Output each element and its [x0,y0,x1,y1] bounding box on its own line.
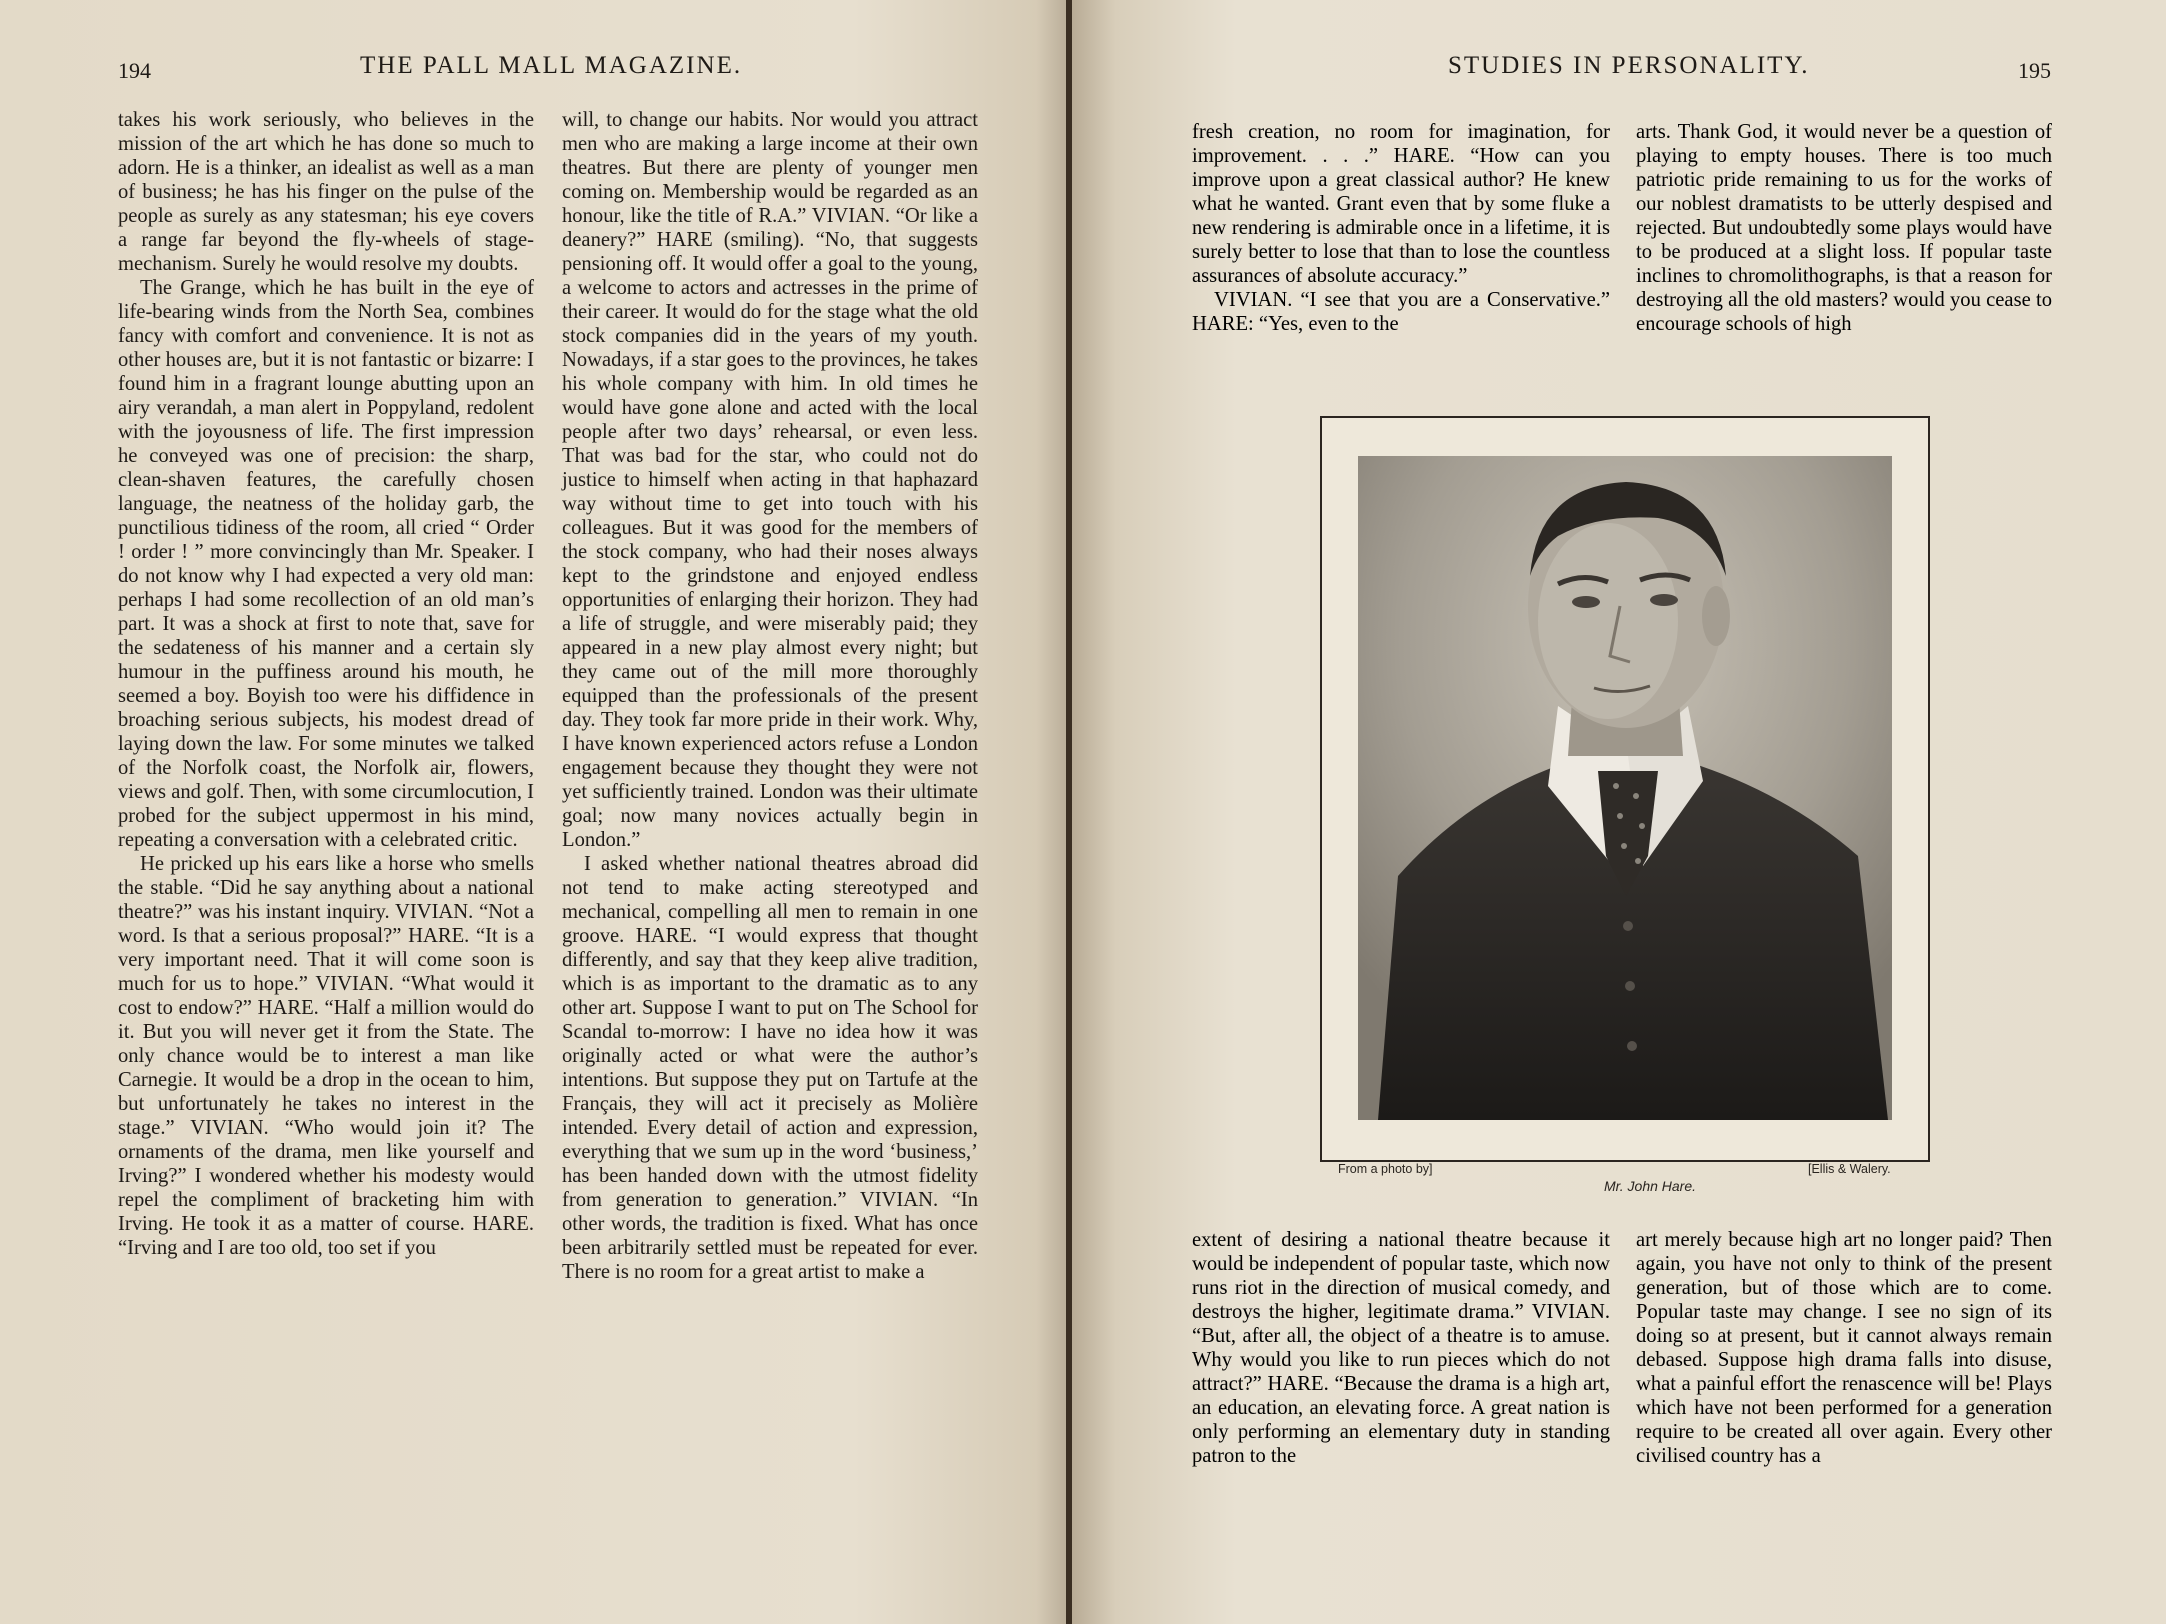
left-page [0,0,1068,1624]
paragraph: will, to change our habits. Nor would you attract men who are making a large income at their own theatres. But there are plenty of younger men coming on. Membership would be regarded as an honour, like the title of R.A.” VIVIAN. “Or like a deanery?” HARE (smiling). “No, that suggests pensioning off. It would offer a goal to the young, a welcome to actors and actresses in the prime of their career. It would do for the stage what the old stock companies did in the years of my youth. Nowadays, if a star goes to the provinces, he takes his whole company with him. In old times he would have gone alone and acted with the local people after two days’ rehearsal, or even less. That was bad for the star, who could not do justice to himself when acting in that haphazard way without time to get into touch with his colleagues. But it was good for the members of the stock company, who had their noses always kept to the grindstone and enjoyed endless opportunities of enlarging their horizon. They had a life of struggle, and were miserably paid; they appeared in a new play almost every night; but they came out of the mill more thoroughly equipped than the professionals of the present day. They took far more pride in their work. Why, I have known experienced actors refuse a London engagement because they thought they were not yet sufficiently trained. London was their ultimate goal; now many novices actually begin in London.” [562,109,978,851]
text-column-right-2-bottom [1636,1228,2052,1468]
page-number-right: 195 [2018,58,2051,83]
paragraph: The Grange, which he has built in the eye of life-bearing winds from the North Sea, combines fancy with comfort and convenience. It is not as other houses are, but it is not fantastic or bizarre: I found him in a fragrant lounge abutting upon an airy verandah, a man alert in Poppyland, redolent with the joyousness of life. The first impression he conveyed was one of precision: the sharp, clean-shaven features, the carefully chosen language, the neatness of the holiday garb, the punctilious tidiness of the room, all cried “ Order ! order ! ” more convincingly than Mr. Speaker. I do not know why I had expected a very old man: perhaps I had some recollection of an old man’s part. It was a shock at first to note that, save for the sedateness of his manner and a certain sly humour in the puffiness around his mouth, he seemed a boy. Boyish too were his diffidence in broaching serious subjects, his modest dread of laying down the law. For some minutes we talked of the Norfolk coast, the Norfolk air, flowers, views and golf. Then, with some circumlocution, I probed for the subject uppermost in his mind, repeating a conversation with a celebrated critic. [118,277,534,851]
paragraph: I asked whether national theatres abroad did not tend to make acting stereotyped and mechanical, compelling all men to remain in one groove. HARE. “I would express that thought differently, and say that they keep alive tradition, which is as important to the dramatic as to any other art. Suppose I want to put on The School for Scandal to-morrow: I have no idea how it was originally acted or what were the author’s intentions. But suppose they put on Tartufe at the Français, they will act it precisely as Molière intended. Every detail of action and expression, everything that we sum up in the word ‘business,’ has been handed down with the utmost fidelity from generation to generation.” VIVIAN. “In other words, the tradition is fixed. What has once been arbitrarily settled must be repeated for ever. There is no room for a great artist to make a [562,853,978,1283]
photo-caption: Mr. John Hare. [1603,1178,1697,1194]
text-column-right-1-bottom [1192,1228,1610,1468]
paragraph: takes his work seriously, who believes in the mission of the art which he has done so much to adorn. He is a thinker, an idealist as well as a man of business; he has his finger on the pulse of the people as surely as any statesman; his eye covers a range far beyond the fly-wheels of stage-mechanism. Surely he would resolve my doubts. [118,109,534,275]
text-column-left-1 [118,108,534,1260]
paragraph: art merely because high art no longer paid? Then again, you have not only to think of the present generation, but of those which are to come. Popular taste may change. I see no sign of its doing so at present, but it cannot always remain debased. Suppose high drama falls into disuse, what a painful effort the renascence will be! Plays which have not been performed for a generation require to be created all over again. Every other civilised country has a [1636,1229,2052,1467]
text-column-right-2-top [1636,120,2052,336]
portrait-photo [1358,456,1892,1120]
photo-credit-right: [Ellis & Walery. [1808,1162,1891,1176]
paragraph: fresh creation, no room for imagination, for improvement. . . .” HARE. “How can you improve upon a great classical author? He knew what he wanted. Grant even that by some fluke a new rendering is admirable once in a lifetime, it is surely better to lose that than to lose the countless assurances of absolute accuracy.” [1192,121,1610,287]
paragraph: VIVIAN. “I see that you are a Conservative.” HARE: “Yes, even to the [1192,289,1610,335]
photo-plate [1320,416,1930,1162]
running-head-right: STUDIES IN PERSONALITY. [1448,52,1810,79]
paragraph: extent of desiring a national theatre because it would be independent of popular taste, which now runs riot in the direction of musical comedy, and destroys the higher, legitimate drama.” VIVIAN. “But, after all, the object of a theatre is to amuse. Why would you like to run pieces which do not attract?” HARE. “Because the drama is a high art, an education, an elevating force. A great nation is only performing an elementary duty in standing patron to the [1192,1229,1610,1467]
paragraph: He pricked up his ears like a horse who smells the stable. “Did he say anything about a national theatre?” was his instant inquiry. VIVIAN. “Not a word. Is that a serious proposal?” HARE. “It is a very important need. That it will come soon is much for us to hope.” VIVIAN. “What would it cost to endow?” HARE. “Half a million would do it. But you will never get it from the State. The only chance would be to interest a man like Carnegie. It would be a drop in the ocean to him, but unfortunately he takes no interest in the stage.” VIVIAN. “Who would join it? The ornaments of the drama, men like yourself and Irving?” I wondered whether his modesty would repel the compliment of bracketing him with Irving. He took it as a matter of course. HARE. “Irving and I are too old, too set if you [118,853,534,1259]
text-column-left-2 [562,108,978,1284]
text-column-right-1-top [1192,120,1610,336]
photo-credit-left: From a photo by] [1338,1162,1433,1176]
paragraph: arts. Thank God, it would never be a question of playing to empty houses. There is too much patriotic pride remaining to us for the works of our noblest dramatists to be utterly despised and rejected. But undoubtedly some plays would have to be produced at a slight loss. If popular taste inclines to chromolithographs, is that a reason for destroying all the old masters? would you cease to encourage schools of high [1636,121,2052,335]
page-number-left: 194 [118,58,151,83]
running-head-left: THE PALL MALL MAGAZINE. [360,52,743,79]
portrait-illustration [1358,456,1892,1120]
